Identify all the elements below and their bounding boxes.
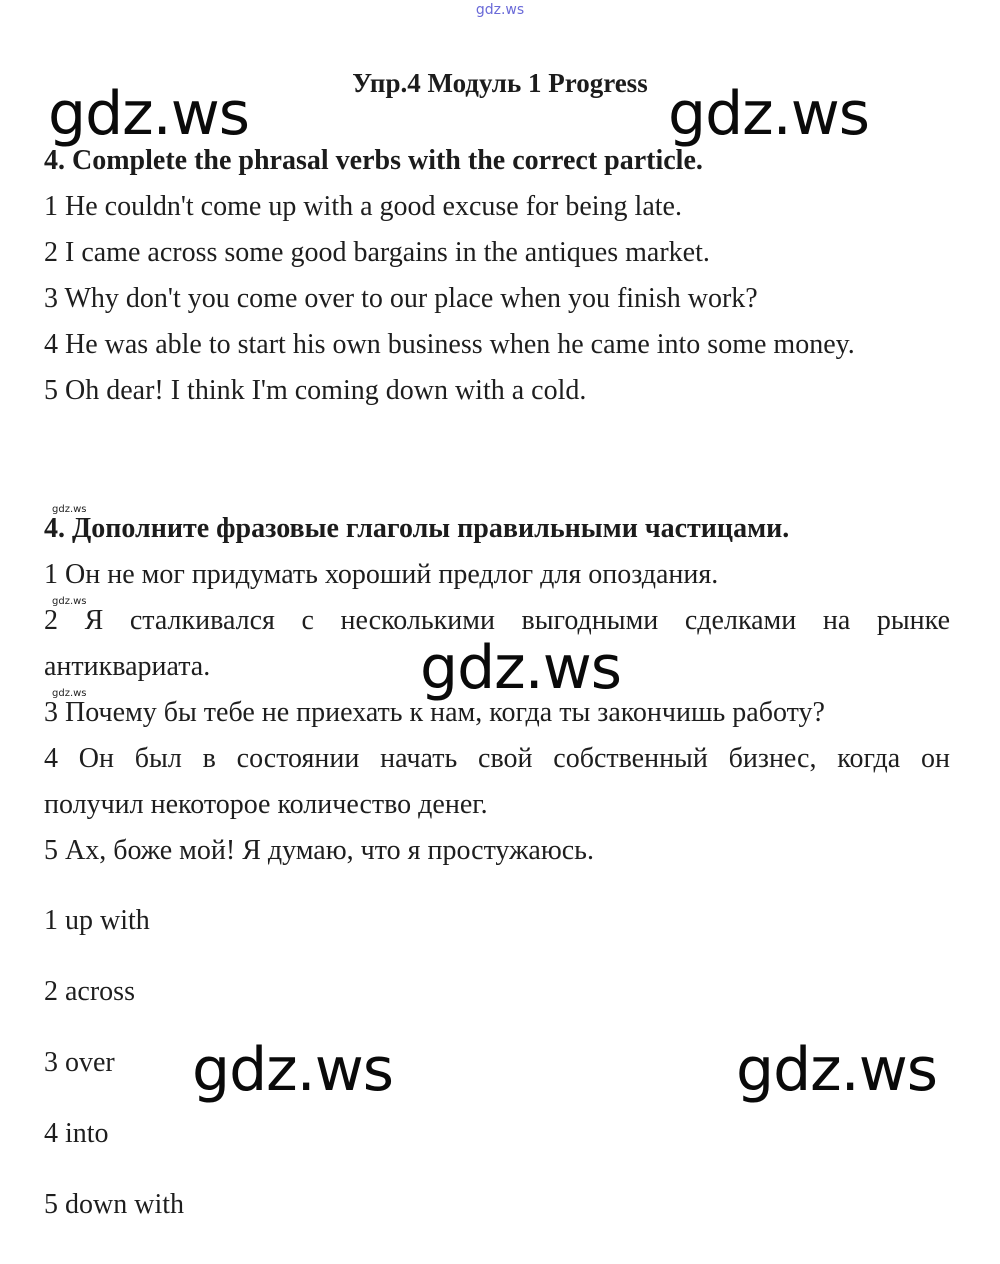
answer-1: 1 up with xyxy=(44,905,150,936)
russian-line-3: 3 Почему бы тебе не приехать к нам, когда ты закончишь работу? xyxy=(44,697,825,728)
watermark-small-2: gdz.ws xyxy=(52,596,87,607)
answer-3: 3 over xyxy=(44,1047,115,1078)
english-line-2: 2 I came across some good bargains in the antiques market. xyxy=(44,237,710,268)
watermark-bottom-left: gdz.ws xyxy=(192,1035,394,1105)
watermark-top-right: gdz.ws xyxy=(668,79,870,149)
watermark-top-left: gdz.ws xyxy=(48,79,250,149)
russian-line-5: 5 Ах, боже мой! Я думаю, что я простужаюсь. xyxy=(44,835,594,866)
english-heading: 4. Complete the phrasal verbs with the correct particle. xyxy=(44,145,703,176)
russian-line-2-cont: антиквариата. xyxy=(44,651,211,682)
english-line-5: 5 Oh dear! I think I'm coming down with a cold. xyxy=(44,375,587,406)
watermark-small-3: gdz.ws xyxy=(52,688,87,699)
russian-heading: 4. Дополните фразовые глаголы правильными частицами. xyxy=(44,513,790,544)
english-line-3: 3 Why don't you come over to our place when you finish work? xyxy=(44,283,758,314)
russian-line-4: 4 Он был в состоянии начать свой собственный бизнес, когда он xyxy=(44,743,950,774)
watermark-small-1: gdz.ws xyxy=(52,504,87,515)
russian-line-2: 2 Я сталкивался с несколькими выгодными сделками на рынке xyxy=(44,605,950,636)
english-line-1: 1 He couldn't come up with a good excuse for being late. xyxy=(44,191,682,222)
top-watermark-link[interactable]: gdz.ws xyxy=(475,2,525,18)
watermark-center: gdz.ws xyxy=(420,633,622,703)
page-title: Упр.4 Модуль 1 Progress xyxy=(352,68,648,98)
answer-5: 5 down with xyxy=(44,1189,184,1220)
answer-2: 2 across xyxy=(44,976,135,1007)
watermark-bottom-right: gdz.ws xyxy=(736,1035,938,1105)
russian-line-4-cont: получил некоторое количество денег. xyxy=(44,789,488,820)
answer-4: 4 into xyxy=(44,1118,109,1149)
english-line-4: 4 He was able to start his own business when he came into some money. xyxy=(44,329,855,360)
russian-line-1: 1 Он не мог придумать хороший предлог для опоздания. xyxy=(44,559,719,590)
